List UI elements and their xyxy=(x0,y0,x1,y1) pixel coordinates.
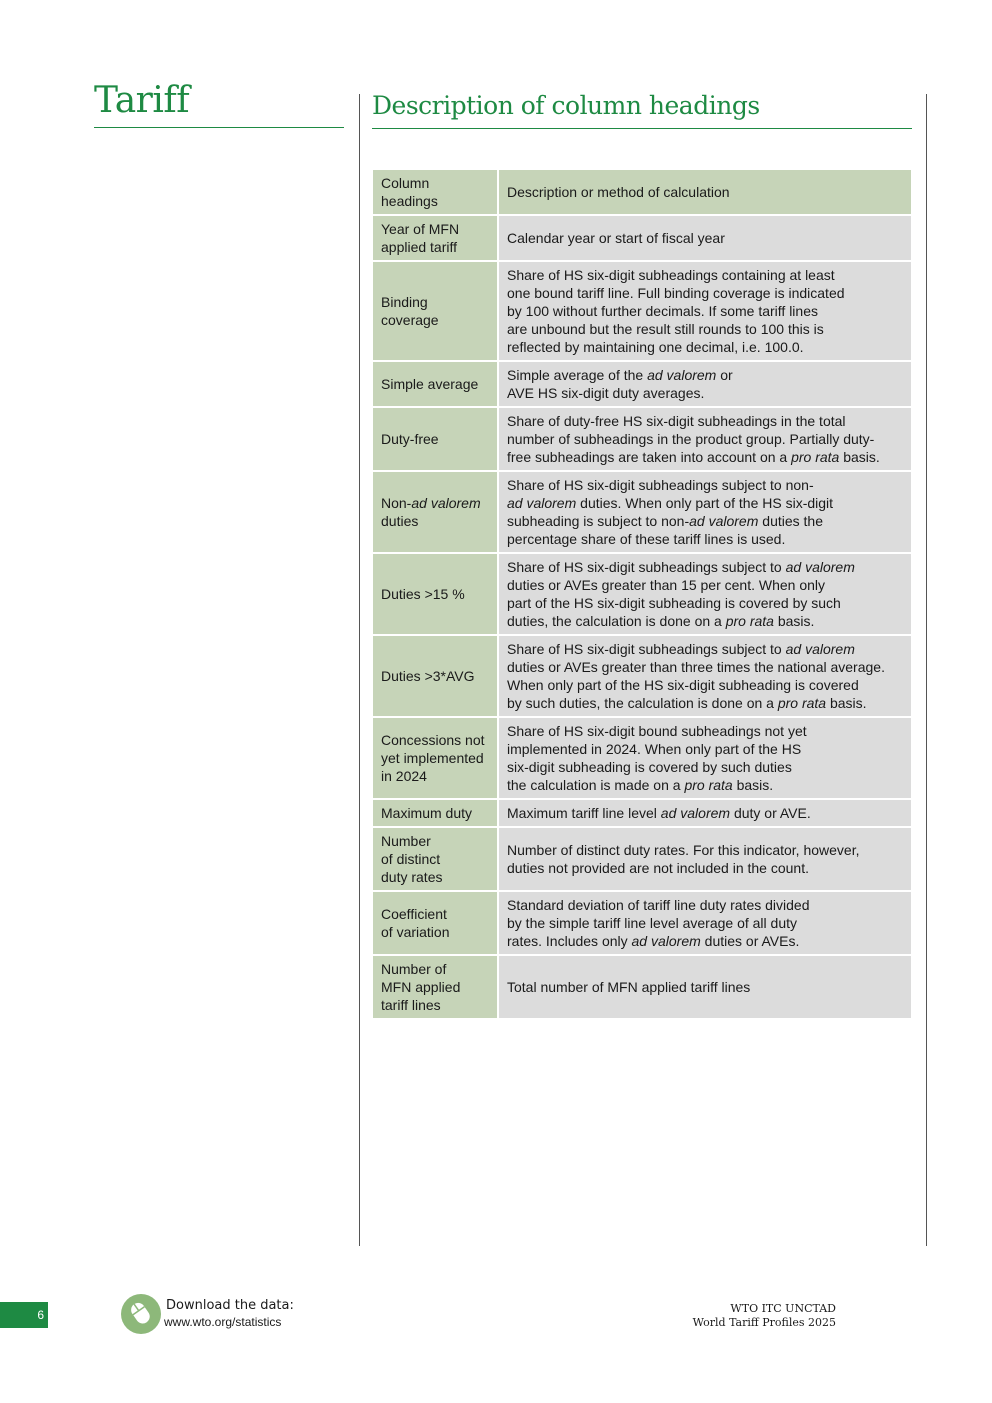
row-description-cell xyxy=(499,170,911,216)
table-row xyxy=(373,472,911,554)
row-description-line: duties or AVEs greater than 15 per cent. When only xyxy=(507,577,826,593)
download-label: Download the data: xyxy=(166,1298,294,1313)
row-description-line: number of subheadings in the product group. Partially duty- xyxy=(507,431,875,447)
row-description-line: by 100 without further decimals. If some tariff lines xyxy=(507,303,818,319)
table-row xyxy=(373,170,911,216)
table-row xyxy=(373,216,911,262)
page-number: 6 xyxy=(37,1308,44,1322)
row-description-cell xyxy=(499,362,911,408)
row-heading-line: Year of MFN xyxy=(381,221,460,237)
row-heading-line: duties xyxy=(381,513,419,529)
table-row xyxy=(373,362,911,408)
row-heading-cell xyxy=(373,956,499,1020)
row-description-line: Simple average of the ad valorem or xyxy=(507,367,733,383)
row-description-cell xyxy=(499,554,911,636)
row-heading-line: yet implemented xyxy=(381,750,484,766)
row-heading-cell xyxy=(373,362,499,408)
row-description-cell xyxy=(499,262,911,362)
row-description-line: Share of HS six-digit subheadings subject to ad valorem xyxy=(507,641,855,657)
row-description-line: part of the HS six-digit subheading is covered by such xyxy=(507,595,841,611)
row-heading-line: headings xyxy=(381,193,438,209)
row-heading-cell xyxy=(373,472,499,554)
table-row xyxy=(373,828,911,892)
row-description-line: ad valorem duties. When only part of the HS six-digit xyxy=(507,495,834,511)
row-description-line: percentage share of these tariff lines is used. xyxy=(507,531,786,547)
row-description-line: AVE HS six-digit duty averages. xyxy=(507,385,705,401)
page-title-rule xyxy=(372,128,912,129)
column-divider-left xyxy=(359,94,360,1246)
row-heading-line: in 2024 xyxy=(381,768,427,784)
row-description-line: one bound tariff line. Full binding coverage is indicated xyxy=(507,285,845,301)
row-heading-line: duty rates xyxy=(381,869,443,885)
table-row xyxy=(373,554,911,636)
download-link[interactable]: www.wto.org/statistics xyxy=(164,1315,282,1329)
table-body xyxy=(373,170,911,1020)
row-description-line: Share of HS six-digit subheadings subject to ad valorem xyxy=(507,559,855,575)
row-description-line: Number of distinct duty rates. For this indicator, however, xyxy=(507,842,860,858)
row-description-cell xyxy=(499,892,911,956)
row-description-line: subheading is subject to non-ad valorem duties the xyxy=(507,513,823,529)
row-heading-cell xyxy=(373,262,499,362)
row-heading-line: Number of xyxy=(381,961,447,977)
row-heading-cell xyxy=(373,408,499,472)
row-heading-cell xyxy=(373,170,499,216)
table-row xyxy=(373,718,911,800)
row-heading-cell xyxy=(373,718,499,800)
row-description-line: are unbound but the result still rounds to 100 this is xyxy=(507,321,824,337)
table-row xyxy=(373,636,911,718)
publisher-name: WTO ITC UNCTAD xyxy=(730,1302,836,1315)
download-mouse-icon xyxy=(120,1293,162,1335)
column-divider-right xyxy=(926,94,927,1246)
section-title-rule xyxy=(94,127,344,128)
row-heading-line: Maximum duty xyxy=(381,805,473,821)
row-heading-line: MFN applied xyxy=(381,979,461,995)
row-description-cell xyxy=(499,408,911,472)
row-description-line: reflected by maintaining one decimal, i.e. 100.0. xyxy=(507,339,804,355)
row-description-line: the calculation is made on a pro rata basis. xyxy=(507,777,774,793)
row-heading-cell xyxy=(373,800,499,828)
table-row xyxy=(373,408,911,472)
row-description-line: Standard deviation of tariff line duty rates divided xyxy=(507,897,810,913)
section-title: Tariff xyxy=(94,80,190,121)
row-heading-line: coverage xyxy=(381,312,439,328)
row-heading-cell xyxy=(373,828,499,892)
row-heading-line: Concessions not xyxy=(381,732,485,748)
publication-title: World Tariff Profiles 2025 xyxy=(692,1316,836,1329)
row-heading-line: of distinct xyxy=(381,851,441,867)
row-description-cell xyxy=(499,718,911,800)
row-description-cell xyxy=(499,828,911,892)
row-heading-cell xyxy=(373,216,499,262)
row-description-cell xyxy=(499,800,911,828)
table-row xyxy=(373,892,911,956)
row-heading-line: Duty-free xyxy=(381,431,439,447)
row-description-line: duties, the calculation is done on a pro rata basis. xyxy=(507,613,815,629)
row-heading-line: Column xyxy=(381,175,430,191)
row-heading-line: Coefficient xyxy=(381,906,447,922)
page-title: Description of column headings xyxy=(372,91,760,120)
row-heading-line: Number xyxy=(381,833,431,849)
row-description-line: rates. Includes only ad valorem duties or AVEs. xyxy=(507,933,800,949)
row-heading-line: Duties >15 % xyxy=(381,586,465,602)
row-heading-line: Binding xyxy=(381,294,428,310)
row-description-cell xyxy=(499,216,911,262)
row-description-cell xyxy=(499,472,911,554)
row-heading-cell xyxy=(373,892,499,956)
table-row xyxy=(373,800,911,828)
row-heading-cell xyxy=(373,554,499,636)
row-description-line: implemented in 2024. When only part of the HS xyxy=(507,741,802,757)
row-description-line: When only part of the HS six-digit subheading is covered xyxy=(507,677,859,693)
row-heading-line: Simple average xyxy=(381,376,479,392)
row-description-line: by the simple tariff line level average of all duty xyxy=(507,915,798,931)
column-headings-table xyxy=(373,170,911,1020)
row-heading-cell xyxy=(373,636,499,718)
row-description-line: duties or AVEs greater than three times the national average. xyxy=(507,659,885,675)
row-description-line: free subheadings are taken into account on a pro rata basis. xyxy=(507,449,880,465)
row-description-line: by such duties, the calculation is done on a pro rata basis. xyxy=(507,695,867,711)
row-heading-line: Non-ad valorem xyxy=(381,495,481,511)
row-description-line: six-digit subheading is covered by such duties xyxy=(507,759,792,775)
row-description-line: Share of HS six-digit bound subheadings not yet xyxy=(507,723,807,739)
row-description-line: Description or method of calculation xyxy=(507,184,730,200)
table-row xyxy=(373,956,911,1020)
row-description-line: Calendar year or start of fiscal year xyxy=(507,230,725,246)
table-row xyxy=(373,262,911,362)
row-heading-line: tariff lines xyxy=(381,997,441,1013)
row-heading-line: of variation xyxy=(381,924,450,940)
row-heading-line: Duties >3*AVG xyxy=(381,668,475,684)
row-description-line: duties not provided are not included in the count. xyxy=(507,860,809,876)
row-description-line: Share of duty-free HS six-digit subheadings in the total xyxy=(507,413,846,429)
row-description-line: Maximum tariff line level ad valorem duty or AVE. xyxy=(507,805,811,821)
row-description-cell xyxy=(499,956,911,1020)
row-description-line: Total number of MFN applied tariff lines xyxy=(507,979,751,995)
row-heading-line: applied tariff xyxy=(381,239,458,255)
row-description-cell xyxy=(499,636,911,718)
row-description-line: Share of HS six-digit subheadings containing at least xyxy=(507,267,835,283)
row-description-line: Share of HS six-digit subheadings subject to non- xyxy=(507,477,814,493)
